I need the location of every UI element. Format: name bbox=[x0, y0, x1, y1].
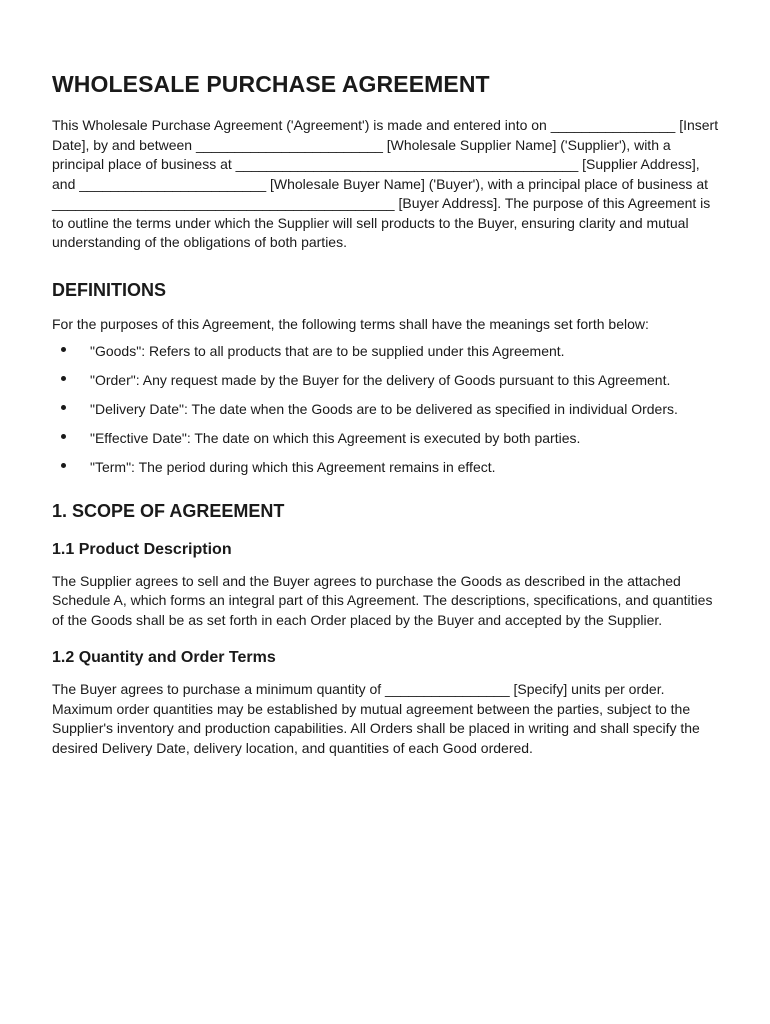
product-description-body: The Supplier agrees to sell and the Buyer agrees to purchase the Goods as described in the attached Schedule A, which forms an integral part of this Agreement. The descriptions, specifications, and quantities of the Goods shall be as set forth in each Order placed by the Buyer and accepted by the Supplier. bbox=[52, 572, 713, 628]
definitions-list bbox=[52, 342, 720, 478]
list-item bbox=[52, 458, 720, 478]
definition-text: "Effective Date": The date on which this Agreement is executed by both parties. bbox=[90, 430, 581, 446]
product-description-heading: 1.1 Product Description bbox=[52, 540, 232, 558]
definition-text: "Goods": Refers to all products that are to be supplied under this Agreement. bbox=[90, 343, 565, 359]
list-item bbox=[52, 429, 720, 449]
scope-heading: 1. SCOPE OF AGREEMENT bbox=[52, 500, 285, 521]
definition-text: "Term": The period during which this Agreement remains in effect. bbox=[90, 459, 496, 475]
document-title: WHOLESALE PURCHASE AGREEMENT bbox=[52, 71, 490, 97]
bullet-icon bbox=[61, 463, 66, 468]
list-item bbox=[52, 342, 720, 362]
definitions-lead: For the purposes of this Agreement, the following terms shall have the meanings set forth below: bbox=[52, 315, 649, 332]
definition-text: "Order": Any request made by the Buyer for the delivery of Goods pursuant to this Agreement. bbox=[90, 372, 671, 388]
bullet-icon bbox=[61, 347, 66, 352]
definition-text: "Delivery Date": The date when the Goods are to be delivered as specified in individual Orders. bbox=[90, 401, 678, 417]
list-item bbox=[52, 400, 720, 420]
quantity-order-terms-heading: 1.2 Quantity and Order Terms bbox=[52, 649, 276, 666]
bullet-icon bbox=[61, 405, 66, 410]
definitions-heading: DEFINITIONS bbox=[52, 279, 167, 300]
quantity-order-terms-body: The Buyer agrees to purchase a minimum quantity of ________________ [Specify] units per order. Maximum order quantities may be established by mutual agreement between the parties, subject to the Supplier's inventory and production capabilities. All Orders shall be placed in writing and shall specify the desired Delivery Date, delivery location, and quantities of each Good ordered. bbox=[52, 681, 700, 756]
intro-paragraph: This Wholesale Purchase Agreement ('Agreement') is made and entered into on ________________ [Insert Date], by and between ________________________ [Wholesale Supplier Name] ('Supplier'), with a principal place of business at ____________________________________________ [Supplier Address], and ________________________ [Wholesale Buyer Name] ('Buyer'), with a principal place of business at ____________________________________________ [Buyer Address]. The purpose of this Agreement is to outline the terms under which the Supplier will sell products to the Buyer, ensuring clarity and mutual understanding of the obligations of both parties. bbox=[52, 117, 719, 250]
bullet-icon bbox=[61, 434, 66, 439]
document-page bbox=[52, 66, 720, 758]
bullet-icon bbox=[61, 376, 66, 381]
list-item bbox=[52, 371, 720, 391]
